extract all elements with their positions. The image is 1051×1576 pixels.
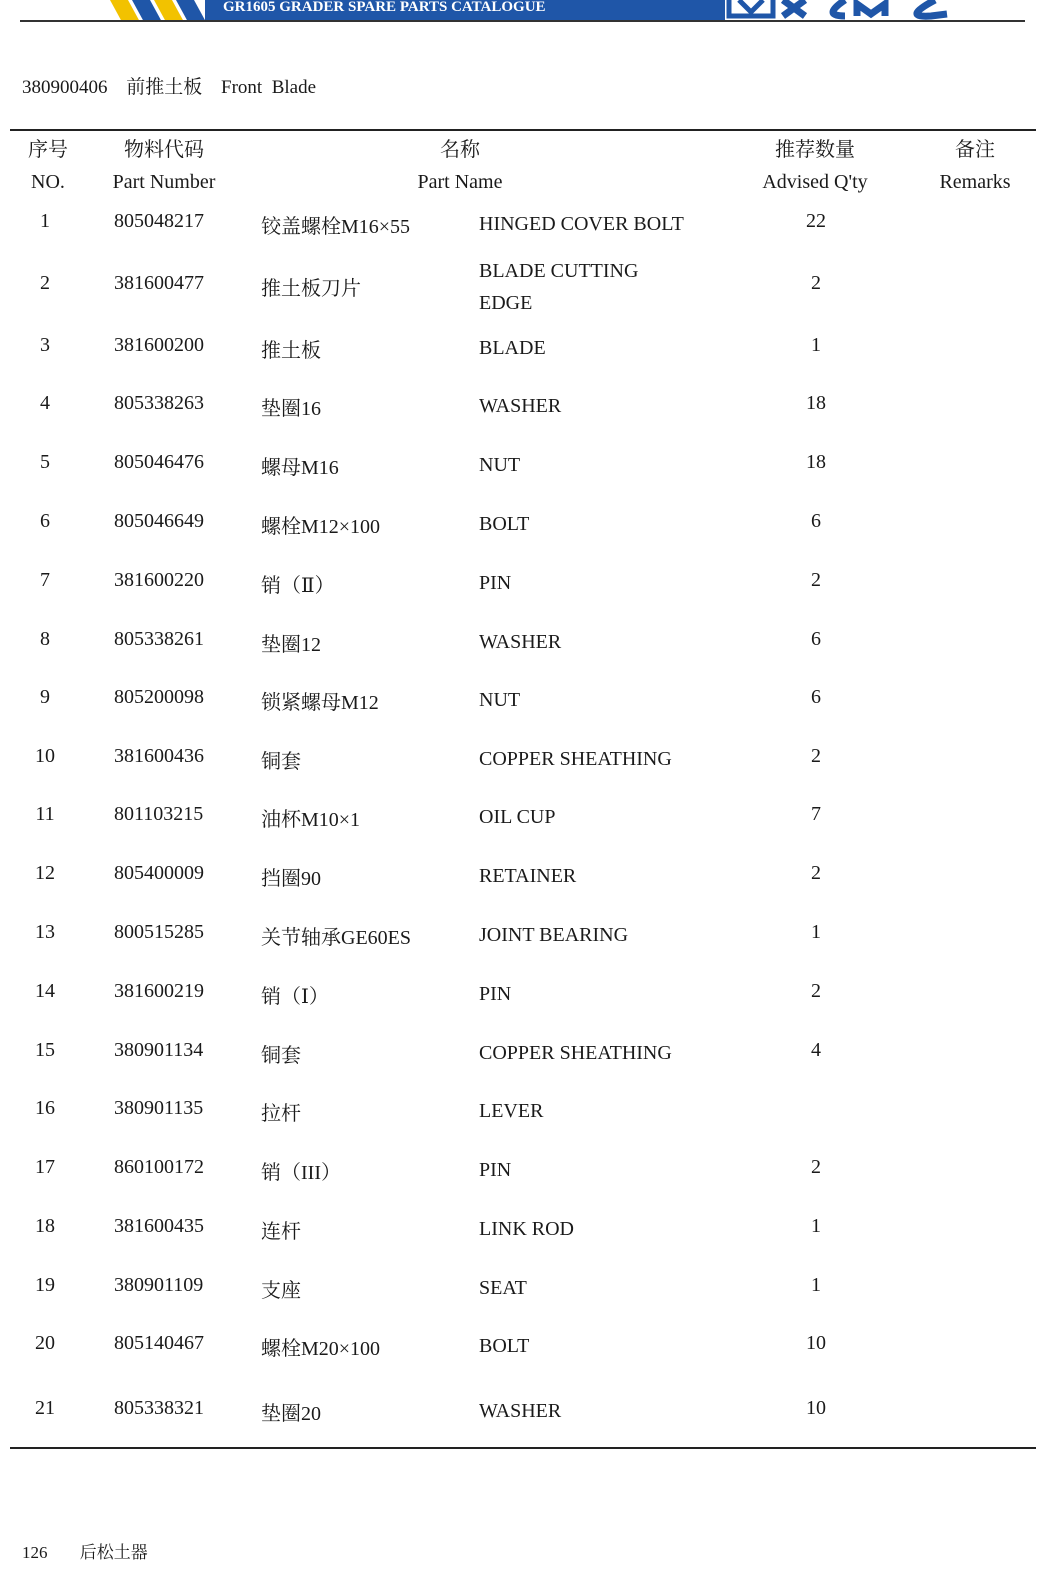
row-no: 8 [40,628,50,650]
row-no: 6 [40,510,50,532]
row-no: 1 [40,210,50,232]
row-name-cn: 拉杆 [261,1103,301,1125]
row-name-en: COPPER SHEATHING [479,1042,672,1064]
stripes-decoration [110,0,220,22]
row-name-cn: 螺母M16 [261,457,339,479]
row-name-cn: 锁紧螺母M12 [261,692,379,714]
row-name-cn: 销（Ⅱ） [261,575,335,597]
row-part-number: 801103215 [114,803,204,825]
row-name-en: BOLT [479,1335,530,1357]
row-part-number: 381600200 [114,334,204,356]
row-no: 15 [35,1039,55,1061]
row-part-number: 805338263 [114,392,204,414]
header-qty [745,134,885,198]
assembly-title [22,72,330,99]
row-name-cn: 推土板刀片 [261,278,361,300]
section-name: 后松土器 [79,1543,148,1562]
row-part-number: 381600220 [114,569,204,591]
row-name-en: LEVER [479,1100,544,1122]
row-no: 21 [35,1397,55,1419]
row-name-en: OIL CUP [479,806,556,828]
row-name-en: RETAINER [479,865,577,887]
row-name-cn: 螺栓M12×100 [261,516,381,538]
row-qty: 18 [806,392,826,414]
header-no [18,134,78,198]
assembly-name-en: Front Blade [221,77,317,98]
header-no-en: NO. [31,171,65,193]
row-no: 14 [35,980,55,1002]
page-footer [22,1538,176,1563]
row-name-cn: 垫圈16 [261,398,321,420]
row-name-cn: 垫圈12 [261,634,321,656]
row-name-en: HINGED COVER BOLT [479,213,684,235]
row-no: 2 [40,272,50,294]
catalogue-title: GR1605 GRADER SPARE PARTS CATALOGUE [205,0,725,20]
row-part-number: 805140467 [114,1332,204,1354]
row-no: 17 [35,1156,55,1178]
row-no: 3 [40,334,50,356]
row-no: 16 [35,1097,55,1119]
row-name-en: WASHER [479,395,562,417]
row-name-en: LINK ROD [479,1218,574,1240]
row-name-cn: 垫圈20 [261,1403,321,1425]
header-name-cn: 名称 [440,139,480,161]
row-no: 18 [35,1215,55,1237]
row-qty: 18 [806,451,826,473]
header-remarks [925,134,1025,198]
row-qty: 6 [811,510,821,532]
row-name-cn: 推土板 [261,340,321,362]
header-part-name [380,134,540,198]
assembly-code: 380900406 [22,77,108,98]
row-qty: 6 [811,628,821,650]
row-no: 5 [40,451,50,473]
table-top-rule [10,129,1036,131]
row-part-number: 381600436 [114,745,204,767]
row-part-number: 381600435 [114,1215,204,1237]
row-part-number: 380901135 [114,1097,204,1119]
header-part-number [94,134,234,198]
row-no: 20 [35,1332,55,1354]
row-qty: 1 [811,1215,821,1237]
row-name-cn: 铜套 [261,751,301,773]
row-name-en: NUT [479,689,521,711]
row-no: 7 [40,569,50,591]
header-qty-cn: 推荐数量 [775,139,855,161]
row-name-cn: 螺栓M20×100 [261,1338,381,1360]
row-qty: 2 [811,745,821,767]
row-part-number: 380901134 [114,1039,204,1061]
row-qty: 4 [811,1039,821,1061]
header-pn-cn: 物料代码 [124,139,204,161]
row-name-cn: 支座 [261,1280,301,1302]
row-part-number: 805338261 [114,628,204,650]
header-rule [20,20,1025,22]
table-bottom-rule [10,1447,1036,1449]
row-part-number: 381600477 [114,272,204,294]
row-name-en: JOINT BEARING [479,924,629,946]
row-qty: 2 [811,272,821,294]
row-qty: 10 [806,1397,826,1419]
header-remarks-cn: 备注 [955,139,995,161]
row-qty: 7 [811,803,821,825]
header-qty-en: Advised Q'ty [762,171,868,193]
header-name-en: Part Name [417,171,503,193]
row-name-en: PIN [479,572,512,594]
row-part-number: 800515285 [114,921,204,943]
row-no: 13 [35,921,55,943]
row-name-en: BOLT [479,513,530,535]
row-name-en: SEAT [479,1277,527,1299]
row-qty: 2 [811,1156,821,1178]
row-name-en: WASHER [479,1400,562,1422]
assembly-name-cn: 前推土板 [126,77,203,98]
row-name-cn: 销（Ⅰ） [261,986,329,1008]
row-qty: 6 [811,686,821,708]
row-name-cn: 关节轴承GE60ES [261,927,411,949]
row-part-number: 805048217 [114,210,204,232]
row-no: 10 [35,745,55,767]
row-part-number: 380901109 [114,1274,204,1296]
row-no: 19 [35,1274,55,1296]
row-part-number: 860100172 [114,1156,204,1178]
row-qty: 2 [811,862,821,884]
row-name-en: WASHER [479,631,562,653]
row-qty: 2 [811,980,821,1002]
row-name-cn: 挡圈90 [261,868,321,890]
row-no: 12 [35,862,55,884]
row-name-en: BLADE CUTTING EDGE [479,260,639,314]
row-name-en: COPPER SHEATHING [479,748,672,770]
row-name-cn: 销（III） [261,1162,341,1184]
header-no-cn: 序号 [28,139,68,161]
row-qty: 22 [806,210,826,232]
catalogue-header [0,0,1051,22]
xcmg-logo [725,0,970,20]
row-qty: 1 [811,921,821,943]
row-part-number: 805200098 [114,686,204,708]
row-no: 9 [40,686,50,708]
row-name-en: NUT [479,454,521,476]
row-no: 4 [40,392,50,414]
row-no: 11 [35,803,55,825]
row-qty: 1 [811,334,821,356]
row-part-number: 381600219 [114,980,204,1002]
page-number: 126 [22,1543,48,1562]
row-part-number: 805046476 [114,451,204,473]
header-pn-en: Part Number [112,171,216,193]
row-name-en: BLADE [479,337,546,359]
row-part-number: 805400009 [114,862,204,884]
row-part-number: 805338321 [114,1397,204,1419]
row-name-cn: 铰盖螺栓M16×55 [261,216,411,238]
row-qty: 1 [811,1274,821,1296]
row-name-en: PIN [479,1159,512,1181]
header-remarks-en: Remarks [939,171,1011,193]
row-qty: 2 [811,569,821,591]
row-name-en: PIN [479,983,512,1005]
row-qty: 10 [806,1332,826,1354]
row-name-cn: 铜套 [261,1045,301,1067]
row-name-cn: 油杯M10×1 [261,809,361,831]
row-part-number: 805046649 [114,510,204,532]
row-name-cn: 连杆 [261,1221,301,1243]
